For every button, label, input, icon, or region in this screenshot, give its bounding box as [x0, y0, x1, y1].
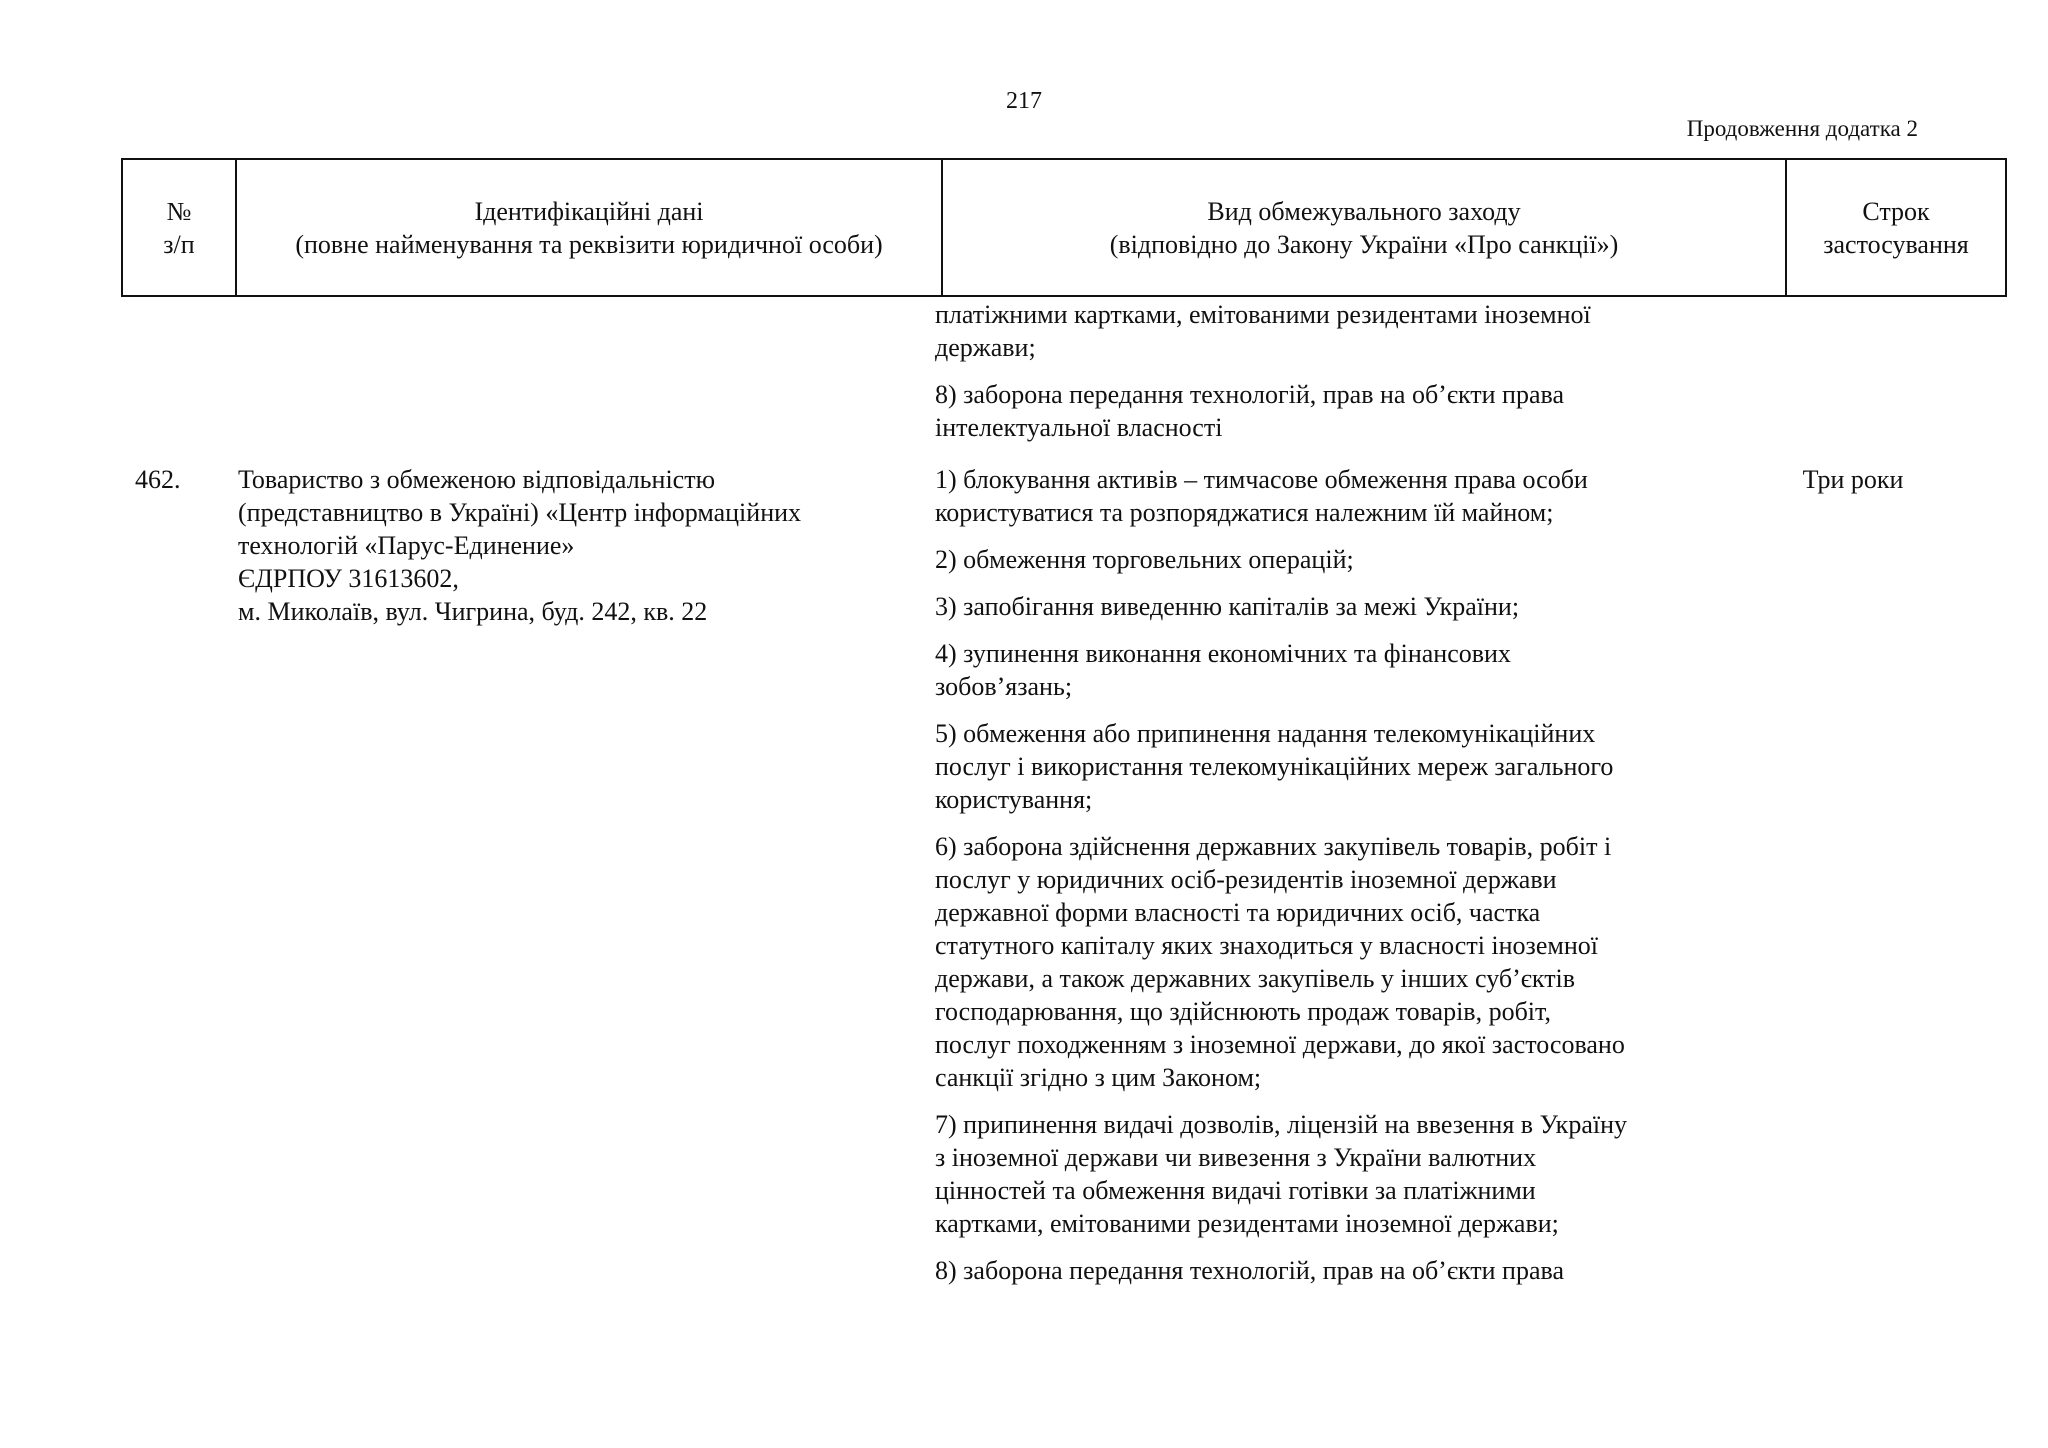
- header-number-abbrev: з/п: [163, 229, 195, 259]
- entry-term: Три роки: [1802, 465, 1904, 494]
- measure-paragraph-line: 8) заборона передання технологій, прав на об’єкти права: [935, 1256, 1564, 1285]
- measure-paragraph: [935, 463, 1735, 529]
- measure-paragraph-line: користування;: [935, 785, 1093, 814]
- continuation-label: Продовження додатка 2: [1686, 116, 1918, 141]
- measure-paragraph-line: господарювання, що здійснюють продаж товарів, робіт,: [935, 997, 1551, 1026]
- entry-measures: [935, 463, 1735, 1301]
- measure-paragraph-line: 7) припинення видачі дозволів, ліцензій на ввезення в Україну: [935, 1110, 1627, 1139]
- entry-number: 462.: [135, 465, 181, 494]
- measure-paragraph-line: 1) блокування активів – тимчасове обмеження права особи: [935, 465, 1588, 494]
- measure-paragraph-line: послуг і використання телекомунікаційних мереж загального: [935, 752, 1614, 781]
- measure-paragraph: [935, 717, 1735, 816]
- measure-paragraph-line: цінностей та обмеження видачі готівки за платіжними: [935, 1176, 1536, 1205]
- measure-paragraph-line: статутного капіталу яких знаходиться у власності іноземної: [935, 931, 1598, 960]
- measure-paragraph-line: 4) зупинення виконання економічних та фінансових: [935, 639, 1511, 668]
- header-ident-subtitle: (повне найменування та реквізити юридичної особи): [295, 229, 883, 259]
- measure-paragraph: [935, 590, 1735, 623]
- measure-paragraph-line: 2) обмеження торговельних операцій;: [935, 545, 1354, 574]
- measure-paragraph: [935, 543, 1735, 576]
- measure-paragraph-line: картками, емітованими резидентами іноземної держави;: [935, 1209, 1559, 1238]
- measure-paragraph: [935, 830, 1735, 1094]
- carryover-paragraph-line: інтелектуальної власності: [935, 413, 1223, 442]
- ident-line: Товариство з обмеженою відповідальністю: [238, 465, 715, 494]
- measure-paragraph-line: держави, а також державних закупівель у інших суб’єктів: [935, 964, 1576, 993]
- ident-line: (представництво в Україні) «Центр інформаційних: [238, 498, 802, 527]
- ident-line: технологій «Парус-Единение»: [238, 531, 575, 560]
- header-kind-subtitle: (відповідно до Закону України «Про санкції»): [1109, 229, 1619, 259]
- measure-paragraph-line: 6) заборона здійснення державних закупівель товарів, робіт і: [935, 832, 1612, 861]
- header-kind-title: Вид обмежувального заходу: [1207, 196, 1521, 226]
- entry-identification: [238, 463, 918, 628]
- carryover-paragraph: [935, 298, 1735, 364]
- measure-paragraph: [935, 1108, 1735, 1240]
- measure-paragraph-line: зобов’язань;: [935, 672, 1073, 701]
- carryover-measures: [935, 298, 1735, 458]
- measure-paragraph-line: санкції згідно з цим Законом;: [935, 1063, 1262, 1092]
- measure-paragraph-line: 5) обмеження або припинення надання телекомунікаційних: [935, 719, 1596, 748]
- header-term-title: Строк: [1862, 196, 1930, 226]
- measure-paragraph-line: послуг походженням з іноземної держави, до якої застосовано: [935, 1030, 1625, 1059]
- header-term-subtitle: застосування: [1823, 229, 1969, 259]
- ident-line: м. Миколаїв, вул. Чигрина, буд. 242, кв. 22: [238, 597, 708, 626]
- ident-line: ЄДРПОУ 31613602,: [238, 564, 459, 593]
- carryover-paragraph-line: держави;: [935, 333, 1036, 362]
- measure-paragraph-line: 3) запобігання виведенню капіталів за межі України;: [935, 592, 1520, 621]
- measure-paragraph-line: користуватися та розпоряджатися належним їй майном;: [935, 498, 1554, 527]
- page-number: 217: [1006, 88, 1042, 114]
- header-ident-title: Ідентифікаційні дані: [474, 196, 704, 226]
- measure-paragraph: [935, 1254, 1735, 1287]
- measure-paragraph-line: послуг у юридичних осіб-резидентів іноземної держави: [935, 865, 1557, 894]
- header-number-symbol: №: [166, 196, 192, 226]
- measure-paragraph: [935, 637, 1735, 703]
- measure-paragraph-line: державної форми власності та юридичних осіб, частка: [935, 898, 1541, 927]
- measure-paragraph-line: з іноземної держави чи вивезення з України валютних: [935, 1143, 1537, 1172]
- carryover-paragraph-line: платіжними картками, емітованими резидентами іноземної: [935, 300, 1591, 329]
- carryover-paragraph-line: 8) заборона передання технологій, прав на об’єкти права: [935, 380, 1564, 409]
- carryover-paragraph: [935, 378, 1735, 444]
